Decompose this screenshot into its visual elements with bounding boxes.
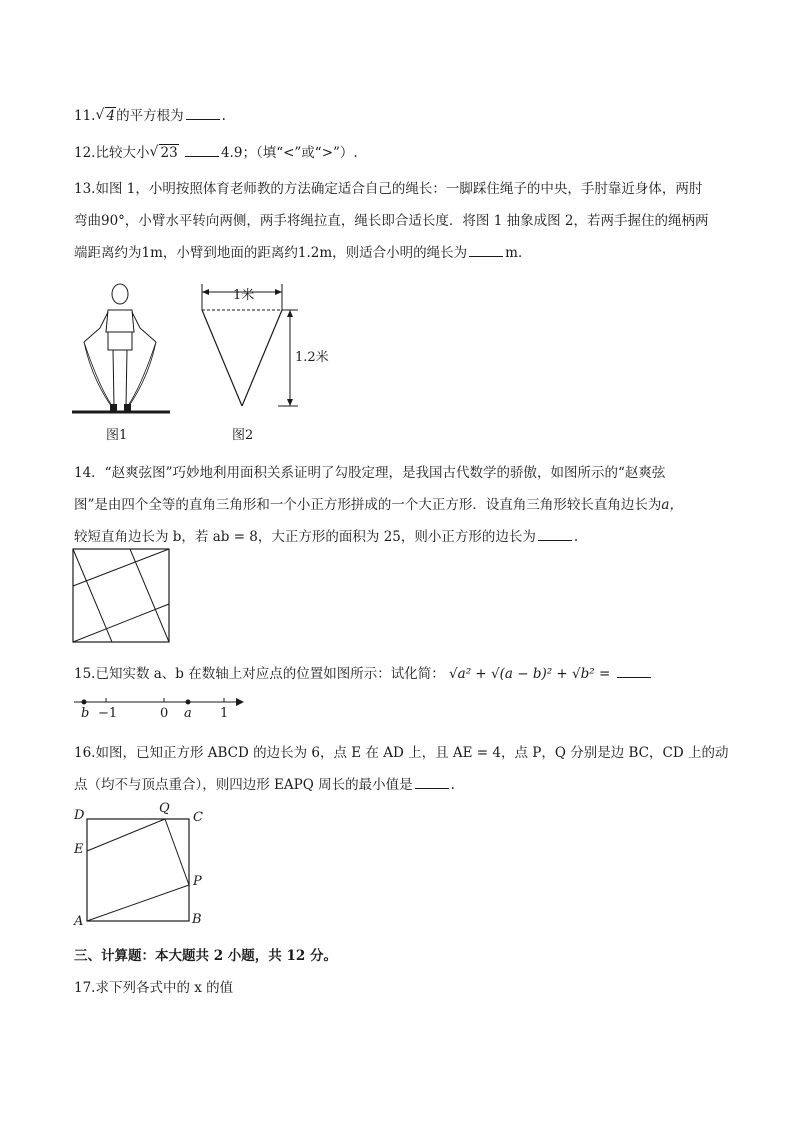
label-D: D — [74, 808, 85, 823]
q13-line2: 弯曲90°，小臂水平转向两侧，两手将绳拉直，绳长即合适长度．将图 1 抽象成图 2，若两手握住的绳柄两 — [74, 213, 709, 229]
figure-1-jump-rope-person — [70, 280, 180, 420]
q14-line1: 14．“赵爽弦图”巧妙地利用面积关系证明了勾股定理，是我国古代数学的骄傲，如图所示的“赵爽弦 — [74, 465, 666, 481]
zhao-shuang-diagram — [72, 548, 172, 644]
q14-line2: 图”是由四个全等的直角三角形和一个小正方形拼成的一个大正方形．设直角三角形较长直角边长为a， — [74, 497, 683, 513]
figure-1-caption: 图1 — [106, 428, 128, 443]
square-abcd-diagram — [86, 818, 192, 922]
label-Q: Q — [159, 801, 170, 816]
question-12: 12.比较大小√ 23 4.9；（填“<”或“>”）. — [74, 141, 358, 161]
q15-expression: √a² + √(a − b)² + √b² = — [449, 666, 611, 682]
answer-blank — [415, 774, 449, 789]
label-A: A — [74, 914, 84, 929]
figure-2-top-label: 1米 — [233, 288, 255, 303]
q12-number: 12. — [74, 145, 96, 161]
q14-line3: 较短直角边长为 b，若 ab = 8，大正方形的面积为 25，则小正方形的边长为 . — [74, 525, 578, 545]
q16-line1: 16.如图，已知正方形 ABCD 的边长为 6，点 E 在 AD 上，且 AE = 4，点 P，Q 分别是边 BC，CD 上的动 — [74, 745, 729, 761]
axis-label-b: b — [81, 706, 90, 721]
answer-blank — [469, 242, 503, 257]
axis-label-neg1: −1 — [98, 706, 118, 721]
label-P: P — [193, 874, 202, 889]
axis-label-0: 0 — [160, 706, 169, 721]
label-B: B — [192, 912, 202, 927]
q11-sqrt: √ 4 — [96, 108, 116, 124]
answer-blank — [538, 526, 572, 541]
q11-text: 的平方根为 — [116, 108, 184, 124]
q16-line2: 点（均不与顶点重合），则四边形 EAPQ 周长的最小值是 . — [74, 773, 455, 793]
q11-number: 11. — [74, 108, 96, 124]
question-17: 17.求下列各式中的 x 的值 — [74, 980, 234, 996]
q13-line1: 13.如图 1，小明按照体育老师教的方法确定适合自己的绳长：一脚踩住绳子的中央，手肘靠近身体，两肘 — [74, 181, 703, 197]
figure-2-caption: 图2 — [232, 428, 254, 443]
answer-blank — [185, 142, 219, 157]
q15-text: 15.已知实数 a、b 在数轴上对应点的位置如图所示：试化简： √a² + √(a − b)² + √b² = — [74, 662, 653, 682]
q12-sqrt: √ 23 — [150, 145, 178, 161]
axis-label-a: a — [184, 706, 192, 721]
section-3-heading: 三、计算题：本大题共 2 小题，共 12 分。 — [74, 948, 337, 964]
label-E: E — [74, 842, 84, 857]
q13-line3: 端距离约为1m，小臂到地面的距离约1.2m，则适合小明的绳长为 m． — [74, 241, 531, 261]
figure-2-side-label: 1.2米 — [295, 350, 329, 365]
answer-blank — [617, 663, 651, 678]
answer-blank — [186, 105, 220, 120]
axis-label-1: 1 — [220, 706, 229, 721]
label-C: C — [193, 810, 203, 825]
question-11: 11.√ 4的平方根为 . — [74, 104, 226, 124]
